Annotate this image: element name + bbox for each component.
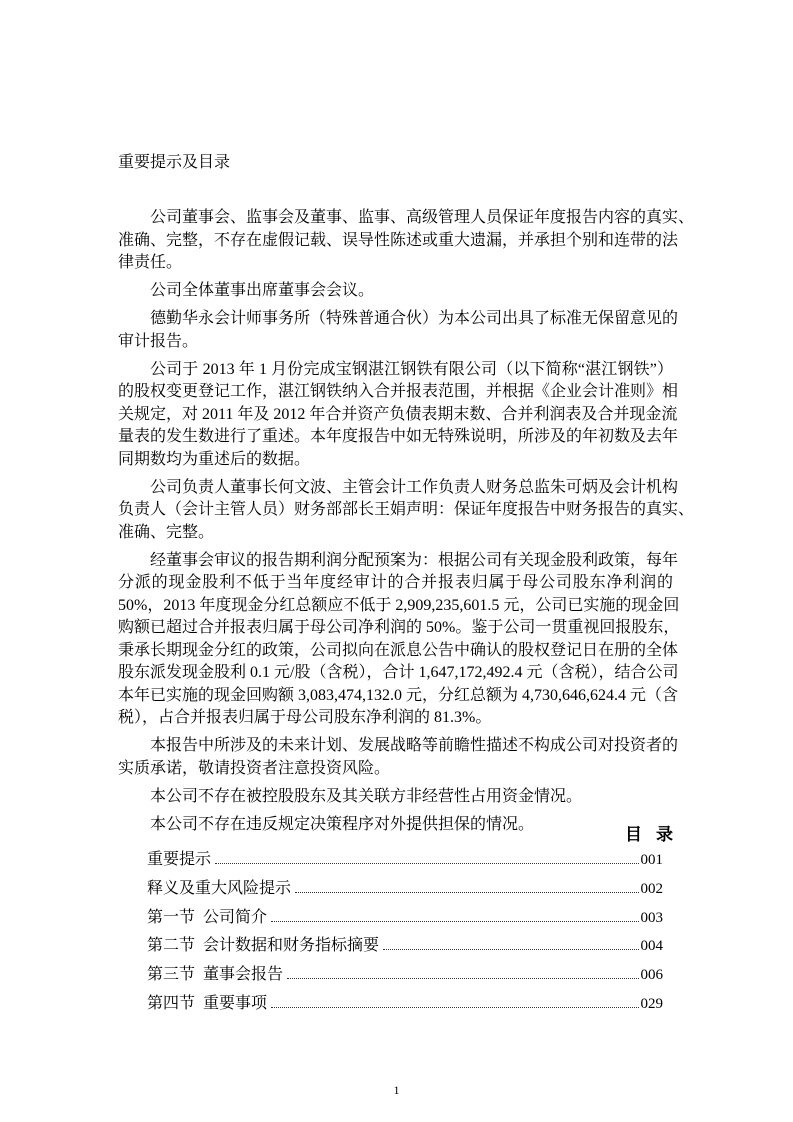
paragraph-line: 准确、完整。 bbox=[118, 523, 215, 541]
paragraph-line: 本报告中所涉及的未来计划、发展战略等前瞻性描述不构成公司对投资者的 bbox=[150, 737, 679, 754]
toc-entry-label: 释义及重大风险提示 bbox=[147, 879, 292, 897]
paragraph-line: 分派的现金股利不低于当年度经审计的合并报表归属于母公司股东净利润的 bbox=[118, 574, 673, 591]
paragraph-line: 实质承诺，敬请投资者注意投资风险。 bbox=[118, 759, 391, 777]
toc-entry[interactable] bbox=[147, 935, 663, 964]
toc-entry[interactable] bbox=[147, 964, 663, 993]
paragraph-line: 德勤华永会计师事务所（特殊普通合伙）为本公司出具了标准无保留意见的 bbox=[150, 310, 679, 327]
paragraph-line: 准确、完整，不存在虚假记载、误导性陈述或重大遗漏，并承担个别和连带的法 bbox=[118, 231, 679, 249]
toc-entry[interactable] bbox=[147, 907, 663, 936]
paragraph-line: 公司于 2013 年 1 月份完成宝钢湛江钢铁有限公司（以下简称“湛江钢铁”） bbox=[150, 360, 673, 378]
paragraph-line: 公司董事会、监事会及董事、监事、高级管理人员保证年度报告内容的真实、 bbox=[150, 209, 695, 226]
paragraph bbox=[118, 735, 679, 780]
paragraph-line: 经董事会审议的报告期利润分配预案为：根据公司有关现金股利政策，每年 bbox=[150, 551, 679, 569]
paragraph bbox=[118, 207, 695, 275]
toc-heading: 目录 bbox=[625, 825, 687, 845]
paragraph bbox=[118, 814, 673, 837]
paragraph-line: 律责任。 bbox=[118, 254, 183, 271]
toc-entry[interactable] bbox=[147, 849, 663, 878]
paragraph-line: 本年已实施的现金回购额 3,083,474,132.0 元，分红总额为 4,730,646,624.4 元（含 bbox=[118, 686, 679, 704]
document-body bbox=[118, 207, 695, 842]
toc-entry-page: 004 bbox=[640, 938, 663, 955]
paragraph-line: 股东派发现金股利 0.1 元/股（含税），合计 1,647,172,492.4 元（含税），结合公司 bbox=[118, 664, 679, 681]
paragraph-line: 负责人（会计主管人员）财务部部长王娟声明：保证年度报告中财务报告的真实、 bbox=[118, 501, 695, 518]
toc-entry-label: 重要提示 bbox=[147, 851, 212, 868]
paragraph bbox=[118, 477, 695, 545]
paragraph-line: 购额已超过合并报表归属于母公司净利润的 50%。鉴于公司一贯重视回报股东， bbox=[118, 619, 680, 636]
paragraph-line: 公司全体董事出席董事会会议。 bbox=[150, 282, 375, 299]
paragraph-line: 税），占合并报表归属于母公司股东净利润的 81.3%。 bbox=[118, 709, 492, 726]
paragraph-line: 审计报告。 bbox=[118, 332, 199, 350]
toc-entry-page: 006 bbox=[640, 967, 663, 984]
toc-entry-label: 第二节 会计数据和财务指标摘要 bbox=[147, 937, 380, 955]
toc-entry-page: 003 bbox=[640, 909, 663, 926]
dot-leader bbox=[215, 863, 638, 864]
toc-entry-page: 002 bbox=[640, 880, 663, 897]
paragraph bbox=[118, 308, 679, 353]
dot-leader bbox=[383, 949, 638, 950]
dot-leader bbox=[271, 921, 638, 922]
paragraph-line: 公司负责人董事长何文波、主管会计工作负责人财务总监朱可炳及会计机构 bbox=[150, 478, 679, 496]
toc-entry-label: 第一节 公司简介 bbox=[147, 908, 268, 926]
paragraph bbox=[118, 280, 673, 303]
paragraph-line: 的股权变更登记工作，湛江钢铁纳入合并报表范围，并根据《企业会计准则》相 bbox=[118, 383, 679, 400]
paragraph-line: 同期数均为重述后的数据。 bbox=[118, 450, 311, 468]
paragraph-line: 关规定，对 2011 年及 2012 年合并资产负债表期末数、合并利润表及合并现金流 bbox=[118, 405, 678, 423]
toc-entry-page: 001 bbox=[640, 852, 663, 868]
paragraph-line: 本公司不存在违反规定决策程序对外提供担保的情况。 bbox=[150, 815, 535, 833]
dot-leader bbox=[287, 978, 638, 979]
paragraph bbox=[118, 550, 680, 730]
page-heading: 重要提示及目录 bbox=[118, 154, 231, 171]
dot-leader bbox=[295, 892, 638, 893]
page-number: 1 bbox=[393, 1083, 400, 1097]
toc-entry-page: 029 bbox=[640, 995, 663, 1012]
paragraph-line: 本公司不存在被控股股东及其关联方非经营性占用资金情况。 bbox=[150, 787, 583, 805]
paragraph-line: 50%，2013 年度现金分红总额应不低于 2,909,235,601.5 元，公司已实施的现金回 bbox=[118, 596, 680, 614]
toc-entry-label: 第三节 董事会报告 bbox=[147, 966, 284, 984]
table-of-contents bbox=[147, 849, 663, 1022]
dot-leader bbox=[271, 1007, 638, 1008]
paragraph-line: 秉承长期现金分红的政策，公司拟向在派息公告中确认的股权登记日在册的全体 bbox=[118, 641, 679, 659]
paragraph-line: 量表的发生数进行了重述。本年度报告中如无特殊说明，所涉及的年初数及去年 bbox=[118, 428, 679, 445]
paragraph bbox=[118, 786, 673, 809]
paragraph bbox=[118, 359, 679, 472]
toc-entry-label: 第四节 重要事项 bbox=[147, 994, 268, 1012]
toc-entry[interactable] bbox=[147, 993, 663, 1022]
toc-entry[interactable] bbox=[147, 878, 663, 907]
